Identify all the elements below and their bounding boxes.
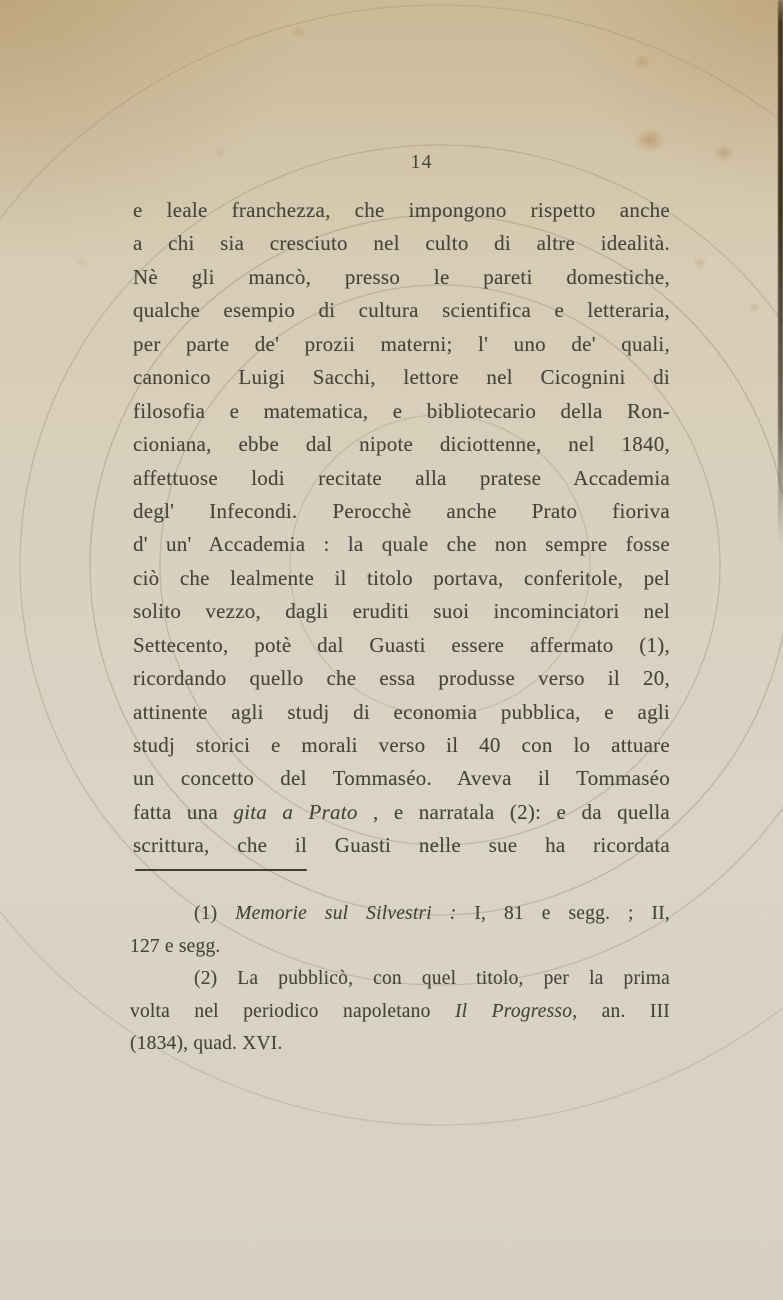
text-line [133,595,670,628]
text-segment: a chi sia cresciuto nel culto di altre idealità. [133,231,670,256]
text-segment: Nè gli mancò, presso le pareti domestiche, [133,264,670,289]
text-line [133,395,670,428]
body-text [133,194,670,863]
text-segment: d' un' Accademia : la quale che non sempre fosse [133,532,670,557]
text-line [130,996,670,1029]
footnotes [130,898,670,1061]
text-line [133,495,670,528]
text-segment: , an. III [572,1000,670,1022]
italic-text: Il Progresso [454,1000,573,1022]
text-segment: studj storici e morali verso il 40 con lo attuare [133,733,670,757]
text-segment: e leale franchezza, che impongono rispetto anche [133,198,670,222]
text-segment: (1834), quad. XVI. [130,1033,283,1055]
text-line [130,1028,670,1061]
text-line [133,328,670,361]
text-line [130,898,670,931]
scan-edge-shadow [778,0,783,545]
text-line [133,562,670,595]
text-line [133,261,670,294]
text-segment: affettuose lodi recitate alla pratese Accademia [133,465,670,490]
text-line [133,796,670,829]
text-segment: degl' Infecondi. Perocchè anche Prato fioriva [133,498,670,523]
text-line [133,696,670,729]
text-segment: 127 e segg. [130,935,221,957]
italic-text: gita a Prato [233,799,358,824]
text-segment: qualche esempio di cultura scientifica e letteraria, [133,298,670,323]
text-segment: scrittura, che il Guasti nelle sue ha ricordata [133,833,670,858]
text-line [130,963,670,996]
text-segment: cioniana, ebbe dal nipote diciottenne, nel 1840, [133,432,670,457]
text-segment: ciò che lealmente il titolo portava, conferitole, pel [133,565,670,590]
text-line [133,662,670,695]
text-line [133,829,670,862]
footnote-separator [135,869,307,871]
text-segment: canonico Luigi Sacchi, lettore nel Cicognini di [133,365,670,390]
text-segment: I, 81 e segg. ; II, [456,903,670,924]
text-line [133,294,670,327]
text-segment: volta nel periodico napoletano [130,1000,455,1022]
text-segment: filosofia e matematica, e bibliotecario della Ron- [133,398,670,423]
text-line [133,194,670,227]
text-line [133,762,670,795]
text-line [133,729,670,762]
text-segment: solito vezzo, dagli eruditi suoi incominciatori nel [133,599,670,624]
text-segment: fatta una [133,799,234,824]
text-segment: ricordando quello che essa produsse verso il 20, [133,666,670,691]
text-segment: (1) [194,903,236,924]
text-line [133,428,670,461]
text-line [133,629,670,662]
text-line [133,528,670,561]
text-segment: attinente agli studj di economia pubblica, e agli [133,699,670,724]
text-line [133,462,670,495]
italic-text: Memorie sul Silvestri : [235,903,457,924]
text-segment: Settecento, potè dal Guasti essere affermato (1), [133,632,670,657]
text-segment: un concetto del Tommaséo. Aveva il Tommaséo [133,766,670,791]
text-segment: per parte de' prozii materni; l' uno de' quali, [133,331,670,356]
page-number: 14 [410,151,433,173]
text-segment: (2) La pubblicò, con quel titolo, per la prima [194,968,670,990]
text-line [133,361,670,394]
text-line [130,931,670,964]
text-line [133,227,670,260]
text-segment: , e narratala (2): e da quella [357,799,670,824]
